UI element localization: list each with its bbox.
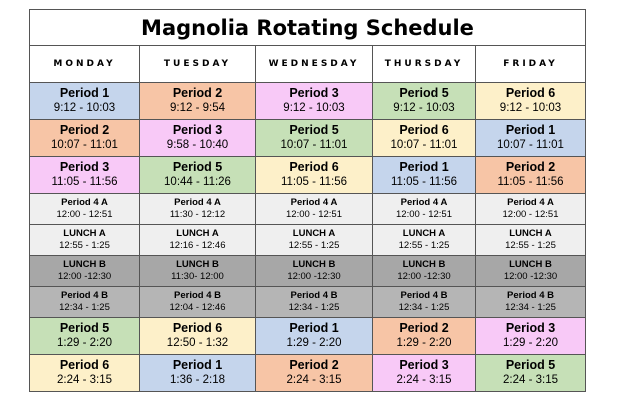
schedule-cell-tuesday [140, 120, 256, 157]
schedule-cell-monday [30, 318, 140, 355]
period-time: 10:07 - 11:01 [390, 139, 458, 151]
schedule-title: Magnolia Rotating Schedule [30, 10, 586, 46]
period-label: LUNCH B [63, 259, 106, 270]
schedule-cell-friday [476, 256, 586, 287]
period-label: Period 1 [289, 321, 339, 335]
period-label: Period 2 [399, 321, 449, 335]
schedule-row [30, 355, 586, 392]
period-time: 12:00 - 12:51 [502, 209, 559, 220]
period-label: Period 3 [289, 86, 339, 100]
period-time: 10:07 - 11:01 [497, 139, 564, 151]
period-time: 2:24 - 3:15 [503, 374, 558, 386]
schedule-cell-friday [476, 318, 586, 355]
schedule-cell-tuesday [140, 355, 256, 392]
schedule-cell-monday [30, 355, 140, 392]
period-time: 12:55 - 1:25 [288, 240, 340, 251]
period-label: LUNCH B [176, 259, 219, 270]
schedule-row [30, 256, 586, 287]
period-label: LUNCH B [509, 259, 552, 270]
period-time: 2:24 - 3:15 [286, 374, 342, 386]
period-label: LUNCH A [63, 228, 106, 239]
schedule-cell-tuesday [140, 157, 256, 194]
schedule-cell-friday [476, 194, 586, 225]
schedule-cell-wednesday [256, 256, 373, 287]
day-header-friday: FRIDAY [476, 46, 586, 83]
period-time: 12:00 - 12:51 [396, 209, 452, 220]
period-label: Period 4 A [61, 197, 108, 208]
period-time: 9:12 - 10:03 [499, 102, 562, 114]
schedule-cell-friday [476, 355, 586, 392]
period-label: Period 5 [289, 123, 339, 137]
schedule-cell-tuesday [140, 287, 256, 318]
period-label: Period 5 [399, 86, 449, 100]
period-time: 12:04 - 12:46 [169, 302, 226, 313]
period-time: 12:00 -12:30 [57, 271, 112, 282]
period-label: Period 3 [59, 160, 110, 174]
schedule-cell-tuesday [140, 194, 256, 225]
schedule-cell-tuesday [140, 256, 256, 287]
period-time: 1:29 - 2:20 [57, 337, 112, 349]
period-time: 12:00 -12:30 [287, 271, 341, 282]
schedule-cell-tuesday [140, 225, 256, 256]
period-label: Period 1 [59, 86, 110, 100]
period-label: Period 5 [59, 321, 110, 335]
period-time: 2:24 - 3:15 [57, 374, 112, 386]
period-label: Period 2 [505, 160, 556, 174]
schedule-row [30, 318, 586, 355]
period-time: 9:12 - 9:54 [170, 102, 225, 114]
period-time: 12:34 - 1:25 [288, 302, 340, 313]
period-time: 2:24 - 3:15 [396, 374, 452, 386]
period-time: 11:30 - 12:12 [169, 209, 226, 220]
period-label: LUNCH A [176, 228, 219, 239]
period-label: Period 4 A [507, 197, 554, 208]
period-label: Period 4 B [290, 290, 338, 301]
period-time: 12:50 - 1:32 [166, 337, 229, 349]
schedule-row [30, 157, 586, 194]
schedule-cell-monday [30, 225, 140, 256]
period-time: 10:07 - 11:01 [51, 139, 118, 151]
period-label: Period 2 [59, 123, 110, 137]
day-header-tuesday: TUESDAY [140, 46, 256, 83]
period-time: 12:16 - 12:46 [169, 240, 226, 251]
period-label: Period 1 [505, 123, 556, 137]
period-label: Period 1 [399, 160, 449, 174]
day-header-row [30, 46, 586, 83]
period-label: Period 2 [289, 358, 339, 372]
day-header-thursday: THURSDAY [373, 46, 476, 83]
period-label: Period 6 [289, 160, 339, 174]
schedule-cell-friday [476, 83, 586, 120]
period-label: Period 5 [505, 358, 556, 372]
day-header-wednesday: WEDNESDAY [256, 46, 373, 83]
schedule-body [30, 83, 586, 392]
period-time: 9:12 - 10:03 [53, 102, 116, 114]
schedule-cell-thursday [373, 287, 476, 318]
period-label: Period 3 [399, 358, 449, 372]
period-time: 12:55 - 1:25 [398, 240, 450, 251]
schedule-cell-wednesday [256, 287, 373, 318]
period-time: 9:12 - 10:03 [283, 102, 345, 114]
period-time: 12:34 - 1:25 [505, 302, 556, 313]
schedule-cell-thursday [373, 355, 476, 392]
period-time: 11:05 - 11:56 [390, 176, 458, 188]
period-time: 11:05 - 11:56 [280, 176, 348, 188]
schedule-cell-monday [30, 157, 140, 194]
period-label: LUNCH A [402, 228, 446, 239]
schedule-cell-monday [30, 287, 140, 318]
schedule-cell-thursday [373, 83, 476, 120]
schedule-cell-tuesday [140, 83, 256, 120]
period-label: LUNCH A [509, 228, 552, 239]
period-label: Period 3 [505, 321, 556, 335]
schedule-row [30, 83, 586, 120]
period-time: 1:29 - 2:20 [396, 337, 452, 349]
schedule-table [29, 9, 586, 392]
schedule-cell-wednesday [256, 225, 373, 256]
day-header-monday: MONDAY [30, 46, 140, 83]
period-label: Period 4 B [174, 290, 221, 301]
period-label: Period 6 [505, 86, 556, 100]
schedule-cell-wednesday [256, 318, 373, 355]
period-time: 12:34 - 1:25 [59, 302, 110, 313]
schedule-cell-monday [30, 83, 140, 120]
period-time: 12:00 -12:30 [397, 271, 451, 282]
period-time: 1:36 - 2:18 [170, 374, 225, 386]
period-time: 12:00 -12:30 [503, 271, 558, 282]
period-time: 11:05 - 11:56 [497, 176, 564, 188]
period-label: Period 4 B [507, 290, 554, 301]
schedule-cell-thursday [373, 194, 476, 225]
period-label: Period 1 [172, 358, 223, 372]
period-label: Period 6 [59, 358, 110, 372]
period-label: Period 3 [172, 123, 223, 137]
period-time: 12:55 - 1:25 [505, 240, 556, 251]
schedule-cell-wednesday [256, 194, 373, 225]
period-time: 10:44 - 11:26 [164, 176, 231, 188]
schedule-row [30, 120, 586, 157]
period-time: 1:29 - 2:20 [503, 337, 558, 349]
period-time: 12:00 - 12:51 [286, 209, 342, 220]
period-label: Period 4 A [290, 197, 338, 208]
period-label: Period 4 B [400, 290, 448, 301]
period-time: 12:00 - 12:51 [56, 209, 113, 220]
schedule-cell-wednesday [256, 355, 373, 392]
schedule-cell-thursday [373, 256, 476, 287]
period-time: 9:58 - 10:40 [166, 139, 229, 151]
period-time: 10:07 - 11:01 [280, 139, 348, 151]
schedule-cell-friday [476, 120, 586, 157]
schedule-cell-thursday [373, 157, 476, 194]
schedule-cell-thursday [373, 318, 476, 355]
period-time: 12:34 - 1:25 [398, 302, 450, 313]
schedule-row [30, 225, 586, 256]
schedule-cell-thursday [373, 120, 476, 157]
schedule-cell-monday [30, 194, 140, 225]
schedule-cell-tuesday [140, 318, 256, 355]
period-label: LUNCH B [292, 259, 336, 270]
period-label: LUNCH A [292, 228, 336, 239]
schedule-cell-wednesday [256, 157, 373, 194]
period-label: LUNCH B [402, 259, 446, 270]
period-label: Period 4 A [400, 197, 448, 208]
schedule-cell-friday [476, 157, 586, 194]
schedule-cell-friday [476, 225, 586, 256]
schedule-cell-wednesday [256, 120, 373, 157]
schedule-cell-monday [30, 256, 140, 287]
period-time: 9:12 - 10:03 [393, 102, 455, 114]
period-label: Period 6 [172, 321, 223, 335]
schedule-cell-monday [30, 120, 140, 157]
period-label: Period 2 [172, 86, 223, 100]
period-label: Period 5 [172, 160, 223, 174]
period-time: 11:05 - 11:56 [51, 176, 118, 188]
period-time: 11:30- 12:00 [171, 271, 224, 282]
period-label: Period 4 B [61, 290, 108, 301]
schedule-cell-thursday [373, 225, 476, 256]
schedule-cell-friday [476, 287, 586, 318]
period-time: 12:55 - 1:25 [59, 240, 110, 251]
schedule-row [30, 287, 586, 318]
period-time: 1:29 - 2:20 [286, 337, 342, 349]
schedule-row [30, 194, 586, 225]
schedule-cell-wednesday [256, 83, 373, 120]
period-label: Period 4 A [174, 197, 221, 208]
period-label: Period 6 [399, 123, 449, 137]
